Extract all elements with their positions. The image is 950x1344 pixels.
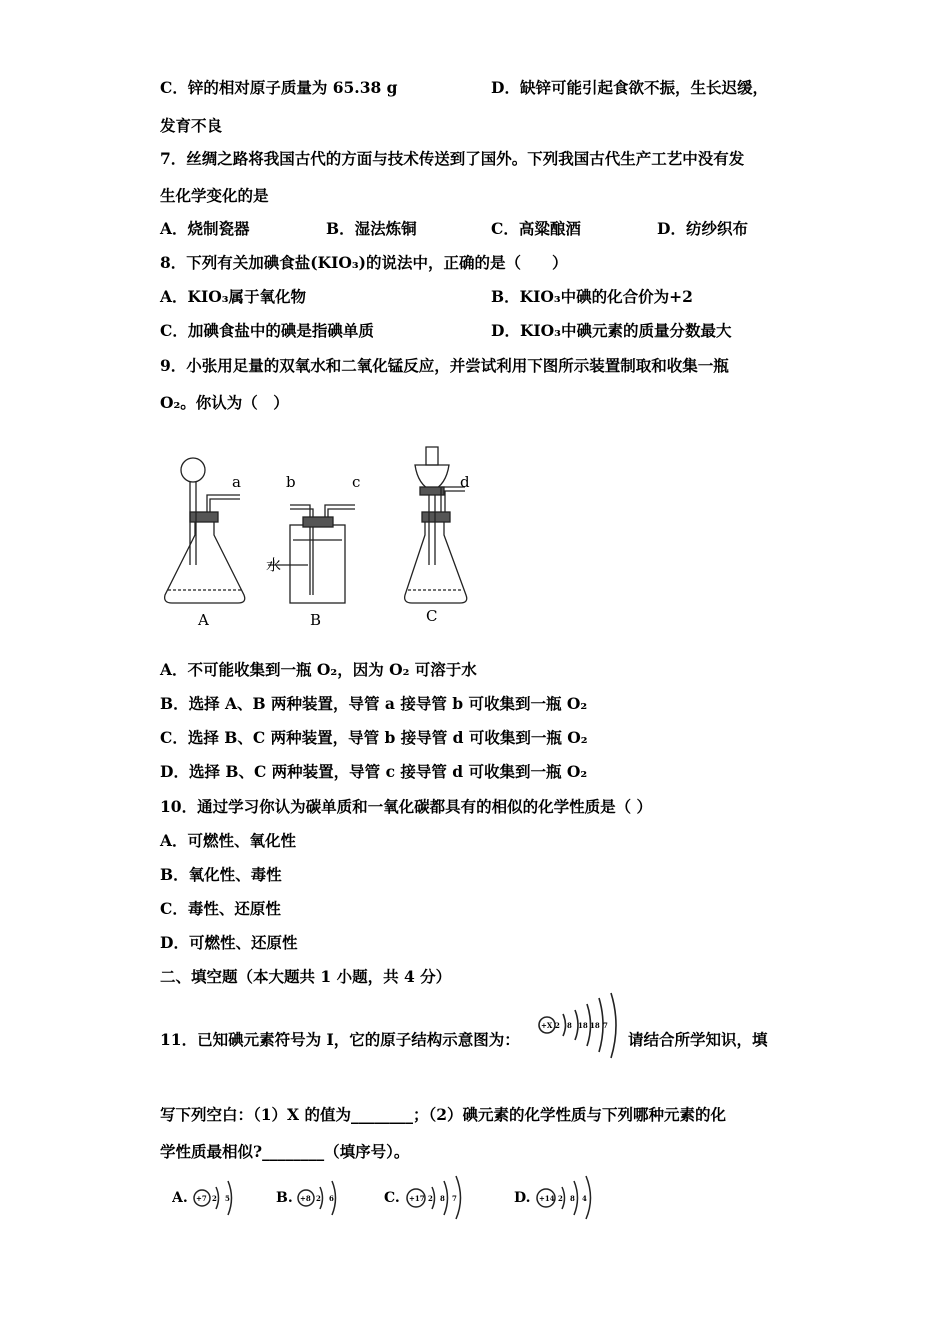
- choice-d-shell-1: 2: [558, 1194, 563, 1203]
- choice-d-shell-3: 4: [582, 1194, 587, 1203]
- q10-option-a: A．可燃性、氧化性: [160, 831, 297, 850]
- choice-b-shell-1: 2: [316, 1194, 321, 1203]
- bottle-b: [290, 525, 345, 603]
- label-apparatus-a: A: [198, 611, 209, 629]
- choice-b-label: B.: [276, 1190, 293, 1206]
- choice-a-nucleus: +7: [196, 1194, 207, 1203]
- q7-stem-line2: 生化学变化的是: [160, 186, 269, 205]
- choice-b-nucleus: +8: [300, 1194, 311, 1203]
- q8-option-a: A．KIO₃属于氧化物: [160, 287, 307, 306]
- q11-stem-before: 11．已知碘元素符号为 I，它的原子结构示意图为：: [160, 1030, 520, 1049]
- label-water: 水: [266, 556, 282, 574]
- q11-line2: 写下列空白：（1）X 的值为________；（2）碘元素的化学性质与下列哪种元素的化: [160, 1105, 726, 1124]
- tube-c: [325, 505, 355, 517]
- q8-option-b: B．KIO₃中碘的化合价为+2: [491, 287, 693, 306]
- iodine-shell-5: 7: [603, 1021, 608, 1030]
- gas-apparatus-figure: [160, 425, 490, 635]
- section-heading: 二、填空题（本大题共 1 小题，共 4 分）: [160, 967, 452, 986]
- thistle-funnel-bulb: [181, 458, 205, 482]
- iodine-shell-2: 8: [567, 1021, 572, 1030]
- choice-b-diagram: [276, 1176, 348, 1218]
- choice-c-nucleus: +17: [409, 1194, 425, 1203]
- iodine-shell-1: 2: [555, 1021, 560, 1030]
- q8-stem: 8．下列有关加碘食盐(KIO₃)的说法中，正确的是（ ）: [160, 253, 568, 272]
- label-apparatus-c: C: [426, 607, 438, 625]
- iodine-nucleus: +X: [541, 1021, 553, 1030]
- label-b: b: [286, 473, 296, 491]
- q9-option-d: D．选择 B、C 两种装置，导管 c 接导管 d 可收集到一瓶 O₂: [160, 762, 588, 781]
- stopper-a: [190, 512, 218, 522]
- q6-option-d: D．缺锌可能引起食欲不振，生长迟缓，: [491, 78, 768, 97]
- choice-d-shell-2: 8: [570, 1194, 575, 1203]
- q9-stem-line1: 9．小张用足量的双氧水和二氧化锰反应，并尝试利用下图所示装置制取和收集一瓶: [160, 356, 729, 375]
- q7-option-c: C．高粱酿酒: [491, 219, 581, 238]
- q6-option-d-continued: 发育不良: [160, 116, 223, 135]
- q9-stem-line2: O₂。你认为（ ）: [160, 393, 289, 412]
- tube-a: [207, 495, 240, 512]
- iodine-shell-3: 18: [578, 1021, 588, 1030]
- q9-option-c: C．选择 B、C 两种装置，导管 b 接导管 d 可收集到一瓶 O₂: [160, 728, 588, 747]
- label-d: d: [460, 473, 470, 491]
- q7-stem-line1: 7．丝绸之路将我国古代的方面与技术传送到了国外。下列我国古代生产工艺中没有发: [160, 149, 745, 168]
- choice-a-label: A.: [172, 1190, 188, 1206]
- q7-option-a: A．烧制瓷器: [160, 219, 250, 238]
- choice-a-diagram: [172, 1176, 244, 1218]
- label-a: a: [232, 473, 241, 491]
- choice-a-shell-1: 2: [212, 1194, 217, 1203]
- iodine-shell-4: 18: [590, 1021, 600, 1030]
- stopper-b: [303, 517, 333, 527]
- q11-stem-after: 请结合所学知识，填: [628, 1030, 768, 1049]
- choice-c-shell-2: 8: [440, 1194, 445, 1203]
- choice-c-diagram: [384, 1174, 472, 1220]
- choice-b-shell-2: 6: [329, 1194, 334, 1203]
- choice-c-label: C.: [384, 1190, 400, 1206]
- q8-option-d: D．KIO₃中碘元素的质量分数最大: [491, 321, 732, 340]
- label-c: c: [352, 473, 361, 491]
- iodine-atom-structure-diagram: [537, 992, 629, 1060]
- q7-option-b: B．湿法炼铜: [326, 219, 417, 238]
- q9-option-b: B．选择 A、B 两种装置，导管 a 接导管 b 可收集到一瓶 O₂: [160, 694, 588, 713]
- choice-c-shell-1: 2: [428, 1194, 433, 1203]
- choice-d-diagram: [514, 1174, 602, 1220]
- choice-d-label: D.: [514, 1190, 531, 1206]
- q10-option-d: D．可燃性、还原性: [160, 933, 298, 952]
- q7-option-d: D．纺纱织布: [657, 219, 748, 238]
- q10-option-c: C．毒性、还原性: [160, 899, 281, 918]
- q10-stem: 10．通过学习你认为碳单质和一氧化碳都具有的相似的化学性质是（ ）: [160, 797, 652, 816]
- choice-c-shell-3: 7: [452, 1194, 457, 1203]
- q9-option-a: A．不可能收集到一瓶 O₂，因为 O₂ 可溶于水: [160, 660, 477, 679]
- q10-option-b: B．氧化性、毒性: [160, 865, 282, 884]
- choice-a-shell-2: 5: [225, 1194, 230, 1203]
- stopper-c: [422, 512, 450, 522]
- q11-line3: 学性质最相似?________（填序号）。: [160, 1142, 410, 1161]
- q8-option-c: C．加碘食盐中的碘是指碘单质: [160, 321, 374, 340]
- choice-d-nucleus: +14: [539, 1194, 555, 1203]
- label-apparatus-b: B: [310, 611, 322, 629]
- q6-option-c: C．锌的相对原子质量为 65.38 g: [160, 78, 398, 97]
